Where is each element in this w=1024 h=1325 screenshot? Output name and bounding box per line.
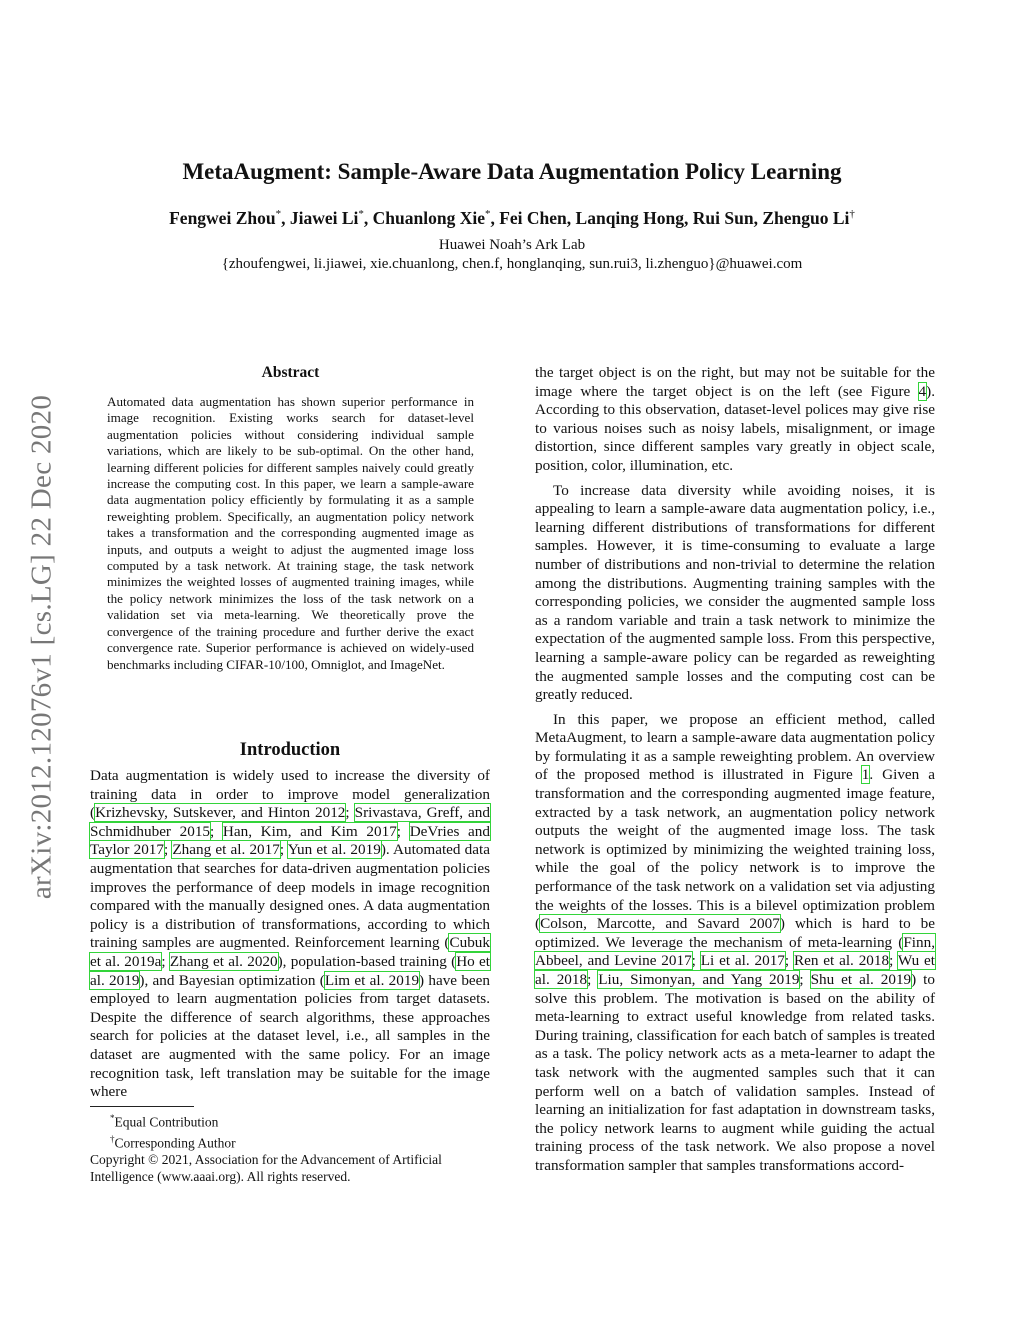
text-run: . Given a transformation and the corresponding augmented image feature, extracted by a task network, an augmentation policy network outputs the weight of the augmented image loss. The task network is optimized by minimizing the weighted training loss, while the goal of the policy network is to improve the performance of the task network on a validation set via adjusting the weights of the losses. This is a bilevel optimization problem ( (535, 766, 935, 933)
copyright-notice: Copyright © 2021, Association for the Advancement of Artificial Intelligence (www.aaai.org). All rights reserved. (90, 1152, 442, 1184)
abstract-body: Automated data augmentation has shown superior performance in image recognition. Existing works search for dataset-level augmentation policies without considering individual sample variations, which are likely to be sub-optimal. On the other hand, learning different policies for different samples naively could greatly increase the computing cost. In this paper, we learn a sample-aware data augmentation policy efficiently by formulating it as a sample reweighting problem. Specifically, an augmentation policy network takes a transformation and the corresponding augmented image as inputs, and outputs a weight to adjust the augmented image loss computed by a task network. At training stage, the task network minimizes the weighted losses of augmented training images, while the policy network minimizes the loss of the task network on a validation set via meta-learning. We theoretically prove the convergence of the training procedure and further derive the exact convergence rate. Superior performance is achieved on widely-used benchmarks including CIFAR-10/100, Omniglot, and ImageNet. (107, 394, 474, 672)
text-run: ) which is hard to be optimized. We leverage the mechanism of meta-learning ( (535, 915, 936, 951)
text-run: the target object is on the right, but may not be suitable for the image where the target object is on the left (see Figure (535, 364, 935, 400)
citation-link[interactable]: DeVries and Taylor 2017 (90, 822, 490, 859)
citation-link[interactable]: Wu et al. 2018 (535, 952, 936, 988)
footnote-corresponding (110, 1131, 490, 1152)
author-mark: * (484, 208, 491, 221)
citation-link[interactable]: Shu et al. 2019 (810, 971, 912, 988)
arxiv-identifier-text: arXiv:2012.12076v1 [cs.LG] 22 Dec 2020 (25, 394, 58, 900)
author-name: Jiawei Li (289, 208, 359, 228)
text-run: ; (799, 971, 811, 988)
text-run: ; (587, 971, 599, 988)
text-run: ) have been employed to learn augmentation policies from target datasets. Despite the difference of search algorithms, these approaches search for policies at the dataset level, i.e., all samples in the dataset are augmented with the same policy. For an image recognition task, left translation may be suitable for the image where (90, 971, 490, 1101)
arxiv-identifier-stamp (22, 352, 62, 942)
author-emails: {zhoufengwei, li.jiawei, xie.chuanlong, chen.f, honglanqing, sun.rui3, li.zhenguo}@huawei.com (221, 256, 803, 272)
affiliation: Huawei Noah’s Ark Lab (438, 237, 586, 253)
author-name: Fengwei Zhou (169, 208, 276, 228)
text-run: ; (279, 841, 288, 859)
text-run: In this paper, we propose an efficient method, called MetaAugment, to learn a sample-aware data augmentation policy by formulating it as a sample reweighting problem. An overview of the proposed method is illustrated in Figure (535, 710, 935, 784)
footnote-rule (90, 1106, 194, 1107)
author-name: Lanqing Hong (575, 208, 684, 228)
paragraph (535, 711, 935, 1176)
text-run: ; (210, 822, 223, 840)
text-run: ; (784, 952, 794, 970)
paper-title: MetaAugment: Sample-Aware Data Augmentation Policy Learning (182, 159, 842, 184)
text-run: ; (691, 952, 701, 970)
author-name: Rui Sun (692, 208, 754, 228)
author-name: Zhenguo Li (762, 208, 850, 228)
citation-link[interactable]: Krizhevsky, Sutskever, and Hinton 2012 (95, 804, 346, 822)
text-run: ; (161, 952, 170, 970)
citation-link[interactable]: Cubuk et al. 2019a (90, 934, 490, 970)
citation-link[interactable]: Colson, Marcotte, and Savard 2007 (540, 915, 780, 933)
footnote-text: Corresponding Author (114, 1135, 236, 1151)
citation-link[interactable]: Finn, Abbeel, and Levine 2017 (535, 933, 935, 970)
text-run: ; (163, 841, 173, 859)
footnotes (90, 1110, 490, 1185)
paragraph (90, 767, 490, 1102)
text-run: ; (396, 822, 410, 840)
citation-link[interactable]: Han, Kim, and Kim 2017 (222, 822, 397, 840)
author-mark: * (358, 208, 364, 221)
paragraph (535, 364, 935, 476)
introduction-body (90, 767, 490, 1108)
citation-link[interactable]: Srivastava, Greff, and Schmidhuber 2015 (90, 804, 490, 840)
text-run: ), and Bayesian optimization ( (139, 971, 325, 989)
text-run: ) to solve this problem. The motivation is based on the ability of meta-learning to extract useful knowledge from related tasks. During training, classification for each batch of samples is treated as a task. The policy network acts as a meta-learner to adapt the task network with the augmented samples such that it can perform well on a batch of validation samples. Instead of learning an initialization for fast adaptation in downstream tasks, the policy network learns to augment while guiding the actual training process of the task network. We also propose a novel transformation sampler that samples transformations accord- (535, 971, 935, 1174)
text-run: Data augmentation is widely used to increase the diversity of training data in order to improve model generalization ( (90, 767, 490, 822)
footnote-equal (110, 1110, 490, 1131)
author-name: Fei Chen (499, 208, 567, 228)
citation-link[interactable]: Ho et al. 2019 (90, 952, 490, 989)
introduction-heading: Introduction (239, 740, 341, 760)
text-run: ), population-based training ( (277, 952, 457, 970)
text-run: ). Automated data augmentation that searches for data-driven augmentation policies improves the performance of deep models in image recognition compared with the manually designed ones. A data augmentation policy is a distribution of transformations, according to which training samples are augmented. Reinforcement learning ( (90, 841, 490, 952)
citation-link[interactable]: Liu, Simonyan, and Yang 2019 (598, 971, 800, 988)
citation-link[interactable]: Zhang et al. 2020 (169, 952, 278, 970)
text-run: ). According to this observation, dataset-level polices may give rise to various noises such as noisy labels, misalignment, or image distortion, since different samples vary greatly in object scale, position, color, illumination, etc. (535, 382, 935, 474)
author-name: Chuanlong Xie (372, 208, 485, 228)
figure-link[interactable]: 1 (861, 766, 870, 784)
citation-link[interactable]: Ren et al. 2018 (793, 952, 890, 970)
right-column-body (535, 364, 935, 1182)
figure-link[interactable]: 4 (918, 382, 927, 400)
footnote-mark: * (110, 1113, 115, 1123)
author-list: Fengwei Zhou*, Jiawei Li*, Chuanlong Xie*, Fei Chen, Lanqing Hong, Rui Sun, Zhenguo Li† (169, 208, 855, 228)
footnote-text: Equal Contribution (114, 1114, 219, 1130)
citation-link[interactable]: Lim et al. 2019 (324, 971, 420, 989)
text-run: ; (889, 952, 898, 970)
author-mark: † (849, 208, 855, 221)
author-mark: * (275, 208, 282, 221)
citation-link[interactable]: Yun et al. 2019 (287, 841, 381, 859)
paragraph: To increase data diversity while avoiding noises, it is appealing to learn a sample-aware data augmentation policy, i.e., learning different distributions of transformations for different samples. However, it is time-consuming to evaluate a large number of distributions and non-trivial to determine the relation among the distributions. Augmenting training samples with the corresponding policies, we consider the augmented sample loss as a random variable and train a task network to minimize the expectation of the augmented sample loss. From this perspective, learning a sample-aware policy can be regarded as reweighting the augmented sample losses and the computing cost can be greatly reduced. (535, 481, 935, 704)
citation-link[interactable]: Zhang et al. 2017 (172, 841, 280, 859)
citation-link[interactable]: Li et al. 2017 (700, 952, 785, 970)
footnote-mark: † (110, 1134, 115, 1145)
abstract-heading: Abstract (261, 364, 320, 381)
text-run: ; (345, 804, 355, 822)
